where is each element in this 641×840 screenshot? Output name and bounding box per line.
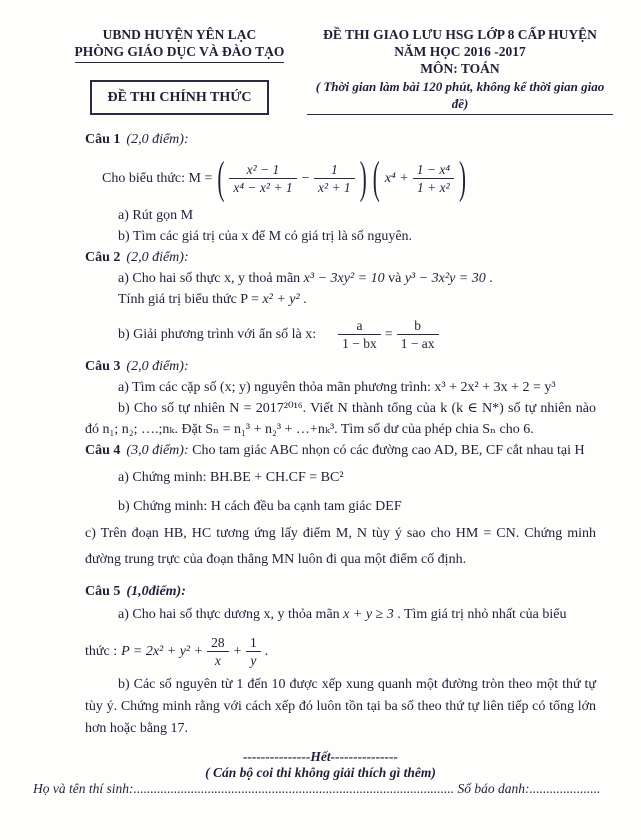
q2a-period: . [485, 271, 493, 286]
question-4-intro [85, 440, 596, 461]
question-3-label: Câu 3 [85, 359, 121, 374]
question-3-points: (2,0 điểm): [126, 359, 189, 374]
numerator: x² − 1 [229, 162, 296, 179]
fraction [314, 162, 355, 195]
question-5-part-a [85, 602, 596, 628]
question-5-label: Câu 5 [85, 584, 121, 599]
q5-formula-intro: thức : [85, 643, 118, 659]
q5a-text-end: . Tìm giá trị nhỏ nhất của biểu [393, 607, 567, 622]
question-2-part-a [85, 268, 596, 289]
question-4-part-b: b) Chứng minh: H cách đều ba cạnh tam giác DEF [118, 499, 402, 514]
q1-term: x⁴ + [384, 170, 409, 186]
org-name: UBND HUYỆN YÊN LẠC [102, 27, 257, 42]
q2a-text: a) Cho hai số thực x, y thoả mãn [118, 271, 304, 286]
q5a-inequality: x + y ≥ 3 [343, 607, 394, 622]
question-1-part-b: b) Tìm các giá trị của x để M có giá trị là số nguyên. [118, 229, 413, 244]
numerator: 1 − x⁴ [413, 162, 454, 179]
question-3-part-a: a) Tìm các cặp số (x; y) nguyên thỏa mãn phương trình: x³ + 2x² + 3x + 2 = y³ [118, 380, 556, 395]
question-3-title [85, 356, 596, 377]
document-footer [0, 749, 641, 797]
document-header [0, 26, 641, 115]
question-2-part-b [118, 314, 596, 354]
numerator: 1 [314, 162, 355, 179]
q4c-conclusion: Chứng minh đường trung trực của đoạn thẳng MN luôn đi qua một điểm cố định. [85, 526, 596, 567]
question-2-title [85, 247, 596, 268]
question-1-part-a: a) Rút gọn M [118, 208, 194, 223]
dept-name-line [52, 43, 307, 63]
question-1-formula [102, 151, 596, 203]
question-2-part-a2 [85, 289, 596, 310]
question-1-title [85, 129, 596, 150]
plus-operator: + [232, 643, 243, 659]
close-paren: ) [459, 151, 467, 203]
close-paren: ) [359, 151, 367, 203]
question-2-label: Câu 2 [85, 250, 121, 265]
question-4-part-a: a) Chứng minh: BH.BE + CH.CF = BC² [118, 470, 344, 485]
q4-intro-text: Cho tam giác ABC nhọn có các đường cao AD, BE, CF cắt nhau tại H [192, 443, 585, 458]
fraction [397, 318, 439, 351]
denominator: 1 − bx [342, 335, 377, 351]
q5a-text: a) Cho hai số thực dương x, y thỏa mãn [118, 607, 344, 622]
numerator: a [338, 318, 381, 335]
q2a2-period: . [299, 292, 307, 307]
candidate-info-line [0, 781, 641, 797]
time-note: ( Thời gian làm bài 120 phút, không kể thời gian giao đề) [307, 78, 613, 115]
official-box-wrap [52, 63, 307, 115]
numerator: b [397, 318, 439, 335]
q2a2-equation: x² + y² [262, 292, 300, 307]
q2a-connector: và [384, 271, 405, 286]
open-paren: ( [217, 151, 225, 203]
fraction [207, 635, 229, 668]
proctor-note: ( Cán bộ coi thi không giải thích gì thêm) [205, 765, 436, 780]
fraction [246, 635, 261, 668]
official-exam-stamp-box: ĐỀ THI CHÍNH THỨC [90, 80, 268, 115]
exam-title: ĐỀ THI GIAO LƯU HSG LỚP 8 CẤP HUYỆN [323, 27, 597, 42]
numerator: 1 [246, 635, 261, 652]
exam-title-block [307, 26, 613, 115]
denominator: x² + 1 [318, 179, 351, 195]
question-1-label: Câu 1 [85, 132, 121, 147]
open-paren: ( [372, 151, 380, 203]
candidate-name-label: Họ và tên thí sinh: [33, 781, 134, 796]
equals-sign: = [384, 326, 393, 342]
q2a-equation-2: y³ − 3x²y = 30 [404, 271, 486, 286]
q5-formula-period: . [264, 643, 269, 659]
question-3-part-b: b) Cho số tự nhiên N = 2017²⁰¹⁶. Viết N thành tổng của k (k ∈ N*) số tự nhiên nào đó n₁; n₂; ….;nₖ. Đặt Sₙ = n₁³ + n₂³ + …+nₖ³. Tìm số dư của phép chia Sₙ cho 6. [85, 401, 596, 437]
dept-name: PHÒNG GIÁO DỤC VÀ ĐÀO TẠO [75, 43, 285, 63]
minus-operator: − [300, 170, 311, 186]
question-1-points: (2,0 điểm): [126, 132, 189, 147]
fraction [229, 162, 296, 195]
q4c-text: c) Trên đoạn HB, HC tương ứng lấy điểm M, N tùy ý sao cho HM = CN. [85, 526, 525, 541]
q1-formula-intro: Cho biểu thức: M = [102, 170, 213, 186]
question-4-part-c [85, 521, 596, 573]
question-5-title [85, 581, 596, 602]
denominator: x [214, 652, 221, 668]
question-4-label: Câu 4 [85, 443, 121, 458]
fraction [413, 162, 454, 195]
time-note-line [307, 78, 613, 115]
end-divider: ---------------Hết--------------- [242, 749, 399, 764]
question-2-points: (2,0 điểm): [126, 250, 189, 265]
school-year: NĂM HỌC 2016 -2017 [394, 44, 526, 59]
subject-line: MÔN: TOÁN [420, 61, 500, 76]
denominator: 1 + x² [417, 179, 450, 195]
q2a-equation-1: x³ − 3xy² = 10 [303, 271, 385, 286]
denominator: y [250, 652, 257, 668]
fraction [338, 318, 381, 351]
question-5-points: (1,0điểm): [126, 584, 186, 599]
registration-number-dotted-line: ..................... [529, 781, 601, 796]
exam-body [0, 115, 641, 740]
question-5-formula [85, 630, 596, 672]
issuing-org-block [52, 26, 307, 115]
candidate-name-dotted-line: ............................................................................................... [133, 781, 455, 796]
question-4-points: (3,0 điểm): [126, 443, 189, 458]
question-5-part-b: b) Các số nguyên từ 1 đến 10 được xếp xung quanh một đường tròn theo một thứ tự tùy ý. Chứng minh rằng với cách xếp đó luôn tồn tại ba số theo thứ tự liên tiếp có tổng lớn hơn hoặc bằng 17. [85, 677, 596, 736]
q2b-text: b) Giải phương trình với ẩn số là x: [118, 326, 317, 342]
q5-formula-lead: P = 2x² + y² + [121, 643, 204, 659]
q2a2-text: Tính giá trị biểu thức P = [118, 292, 263, 307]
denominator: 1 − ax [400, 335, 435, 351]
denominator: x⁴ − x² + 1 [233, 179, 293, 195]
registration-number-label: Số báo danh: [454, 781, 530, 796]
numerator: 28 [207, 635, 229, 652]
